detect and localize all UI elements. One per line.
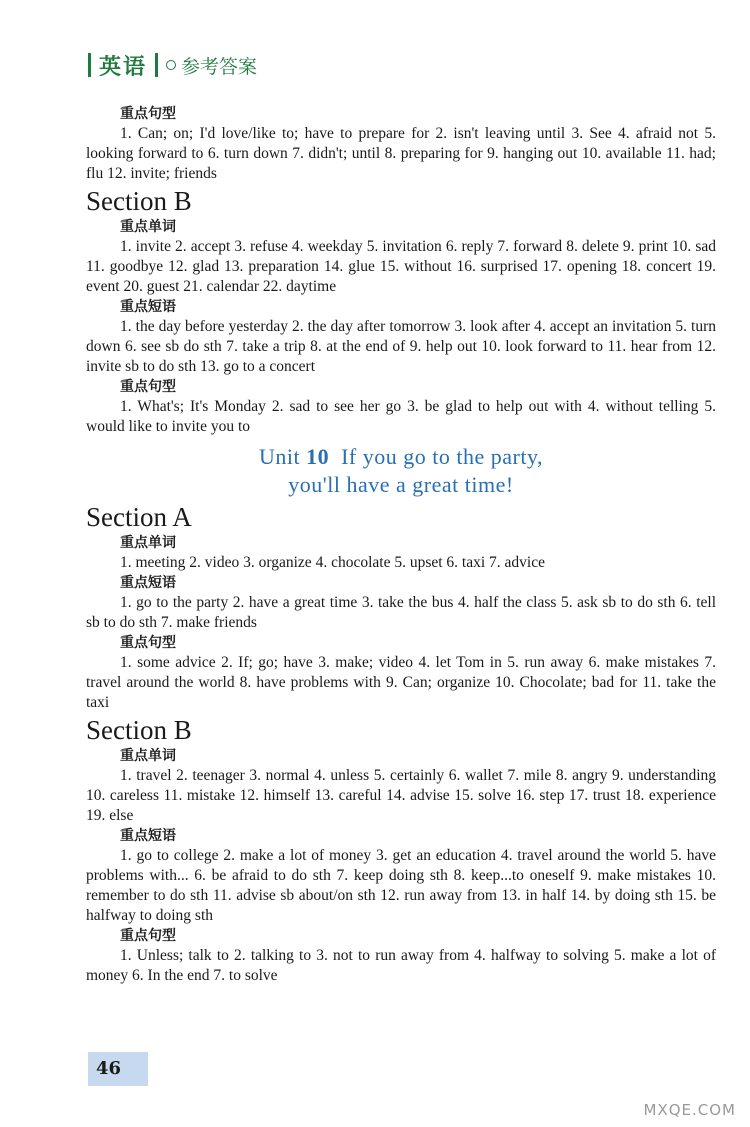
watermark: [606, 1059, 736, 1119]
page-header: [88, 50, 257, 80]
answer-paragraph: 1. Unless; talk to 2. talking to 3. not to run away from 4. halfway to solving 5. make a lot of money 6. In the end 7. to solve: [86, 947, 716, 984]
section-heading: Section B: [86, 715, 192, 745]
subheading: 重点句型: [120, 928, 176, 944]
answer-content: [86, 104, 716, 986]
unit-prefix: Unit: [258, 444, 307, 469]
unit-title-line-2: you'll have a great time!: [288, 472, 514, 497]
subheading: 重点单词: [120, 535, 176, 551]
header-bar-right: [155, 53, 158, 77]
subheading: 重点短语: [120, 575, 176, 591]
answer-paragraph: 1. meeting 2. video 3. organize 4. chocolate 5. upset 6. taxi 7. advice: [120, 554, 545, 571]
header-bar-left: [88, 53, 91, 77]
unit-title-line-1: [86, 443, 716, 471]
answer-paragraph: 1. go to college 2. make a lot of money 3. get an education 4. travel around the world 5. have problems with... 6. be afraid to do sth 7. keep doing sth 8. keep...to oneself 9. make mistakes 10. remember to do sth 11. advise sb about/on sth 12. run away from 13. in half 14. by doing sth 15. be halfway to doing sth: [86, 847, 716, 924]
header-label: 参考答案: [181, 55, 258, 78]
section-heading: Section A: [86, 502, 192, 532]
subheading: 重点单词: [120, 219, 176, 235]
subheading: 重点短语: [120, 828, 176, 844]
answer-paragraph: 1. the day before yesterday 2. the day after tomorrow 3. look after 4. accept an invitation 5. turn down 6. see sb do sth 7. take a trip 8. at the end of 9. help out 10. look forward to 11. hear from 12. invite sb to do sth 13. go to a concert: [86, 318, 716, 375]
unit-title: [86, 443, 716, 499]
answer-paragraph: 1. Can; on; I'd love/like to; have to prepare for 2. isn't leaving until 3. See 4. afraid not 5. looking forward to 6. turn down 7. didn't; until 8. preparing for 9. hanging out 10. available 11. had; flu 12. invite; friends: [86, 125, 716, 182]
subheading: 重点短语: [120, 299, 176, 315]
section-heading: Section B: [86, 186, 192, 216]
subheading: 重点句型: [120, 106, 176, 122]
watermark-text: MXQE.COM: [643, 1101, 736, 1119]
circle-icon: [166, 60, 176, 70]
header-subject: 英语: [99, 54, 148, 80]
answer-paragraph: 1. invite 2. accept 3. refuse 4. weekday 5. invitation 6. reply 7. forward 8. delete 9. print 10. sad 11. goodbye 12. glad 13. preparation 14. glue 15. without 16. surprised 17. opening 18. concert 19. event 20. guest 21. calendar 22. daytime: [86, 238, 716, 295]
subheading: 重点句型: [120, 379, 176, 395]
unit-number: 10: [306, 444, 330, 469]
subheading: 重点句型: [120, 635, 176, 651]
subheading: 重点单词: [120, 748, 176, 764]
answer-paragraph: 1. some advice 2. If; go; have 3. make; video 4. let Tom in 5. run away 6. make mistakes 7. travel around the world 8. have problems with 9. Can; organize 10. Chocolate; bad for 11. take the taxi: [86, 654, 716, 711]
answer-paragraph: 1. travel 2. teenager 3. normal 4. unless 5. certainly 6. wallet 7. mile 8. angry 9. understanding 10. careless 11. mistake 12. himself 13. careful 14. advise 15. solve 16. step 17. trust 18. experience 19. else: [86, 767, 716, 824]
page-number: 46: [96, 1058, 122, 1079]
answer-paragraph: 1. go to the party 2. have a great time 3. take the bus 4. half the class 5. ask sb to do sth 6. tell sb to do sth 7. make friends: [86, 594, 716, 631]
answer-paragraph: 1. What's; It's Monday 2. sad to see her go 3. be glad to help out with 4. without telling 5. would like to invite you to: [86, 398, 716, 435]
unit-title-rest: If you go to the party,: [329, 444, 544, 469]
